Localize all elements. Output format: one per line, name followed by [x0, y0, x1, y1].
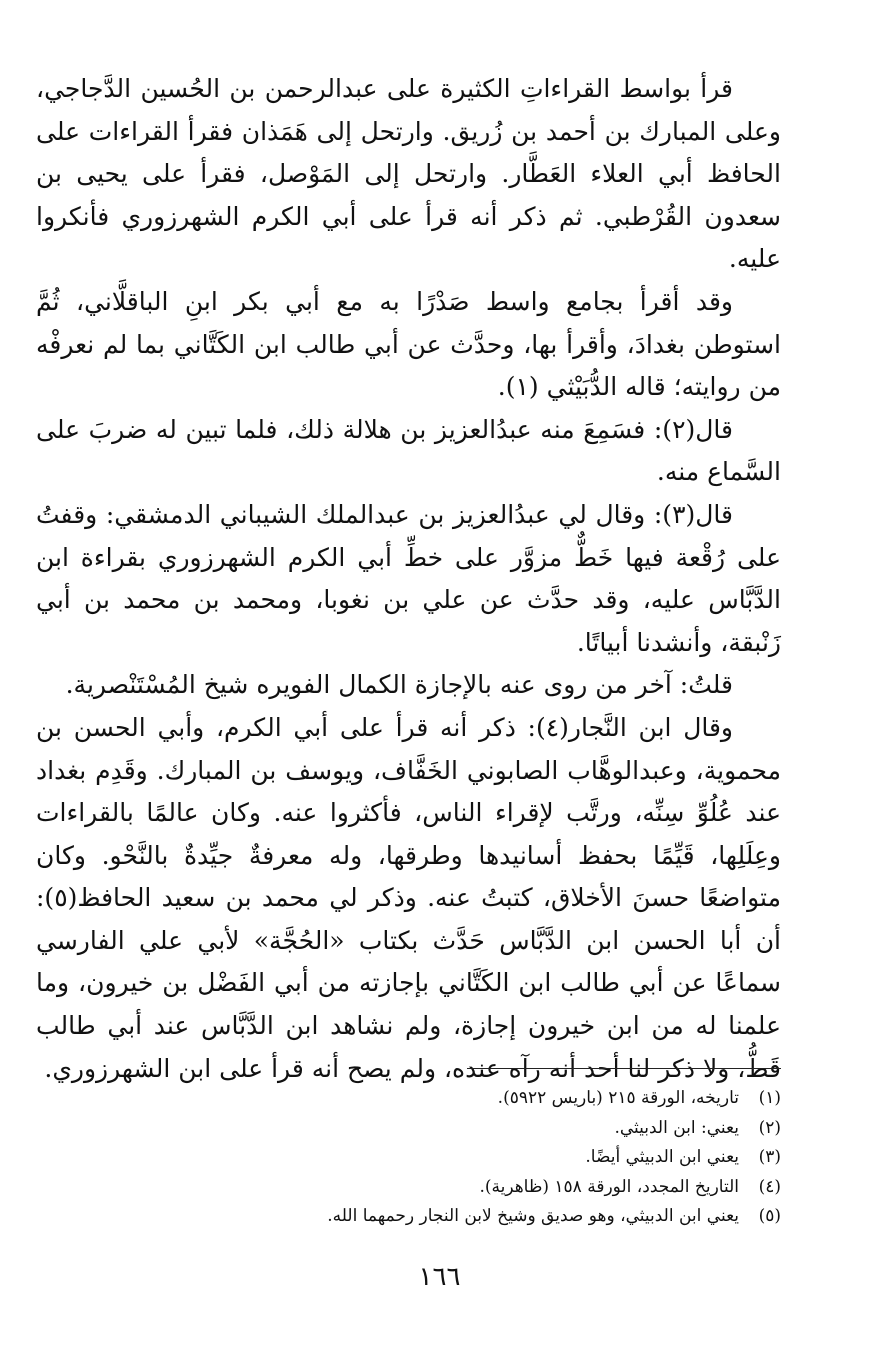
- footnote-2: [91, 1114, 781, 1144]
- footnote-1: [91, 1084, 781, 1114]
- page-number: ١٦٦: [418, 1262, 461, 1292]
- paragraph-2: وقد أقرأ بجامع واسط صَدْرًا به مع أبي بكر ابنِ الباقلَّاني، ثُمَّ استوطن بغدادَ، وأقرأ بها، وحدَّث عن أبي طالب ابن الكَتَّاني بما لم نعرفْه من روايته؛ قاله الدُّبَيْثي (١).: [36, 286, 781, 402]
- footnote-number: (٥): [758, 1206, 781, 1226]
- paragraph-5: قلتُ: آخر من روى عنه بالإجازة الكمال الفويره شيخ المُسْتَنْصرية.: [65, 670, 733, 700]
- footnote-4: [91, 1173, 781, 1203]
- footnote-number: (١): [758, 1088, 781, 1108]
- paragraph-4: قال(٣): وقال لي عبدُالعزيز بن عبدالملك الشيباني الدمشقي: وقفتُ على رُقْعة فيها خَطٌّ مزوَّر على خطِّ أبي الكرم الشهرزوري بقراءة ابن الدَّبَّاس عليه، وقد حدَّث عن علي بن نغوبا، ومحمد بن محمد بن أبي زَنْبقة، وأنشدنا أبياتًا.: [36, 499, 781, 657]
- footnotes: [91, 1084, 781, 1232]
- paragraph-6: وقال ابن النَّجار(٤): ذكر أنه قرأ على أبي الكرم، وأبي الحسن بن محموية، وعبدالوهَّاب الصابوني الخَفَّاف، ويوسف بن المبارك. وقَدِم بغداد عند عُلُوِّ سِنِّه، ورتَّب لإقراء الناس، فأكثروا عنه. وكان عالمًا بالقراءات وعِلَلِها، قَيِّمًا بحفظ أسانيدها وطرقها، وله معرفةٌ جيِّدةٌ بالنَّحْو. وكان متواضعًا حسنَ الأخلاق، كتبتُ عنه. وذكر لي محمد بن سعيد الحافظ(٥): أن أبا الحسن ابن الدَّبَّاس حَدَّث بكتاب «الحُجَّة» لأبي علي الفارسي سماعًا عن أبي طالب ابن الكَتَّاني بإجازته من أبي الفَضْل بن خيرون، وما علمنا له من ابن خيرون إجازة، ولم نشاهد ابن الدَّبَّاس عند أبي طالب قَطُّ، ولا ذكر لنا أحد أنه رآه عنده، ولم يصح أنه قرأ على ابن الشهرزوري.: [36, 712, 781, 1083]
- footnote-text: يعني ابن الدبيثي أيضًا.: [585, 1147, 739, 1167]
- footnote-text: يعني ابن الدبيثي، وهو صديق وشيخ لابن النجار رحمهما الله.: [327, 1206, 739, 1226]
- main-text: [36, 68, 781, 1090]
- footnote-text: يعني: ابن الدبيثي.: [614, 1117, 739, 1138]
- footnote-5: [91, 1202, 781, 1232]
- footnote-divider: [467, 1068, 781, 1069]
- footnote-text: التاريخ المجدد، الورقة ١٥٨ (ظاهرية).: [479, 1176, 739, 1197]
- footnote-number: (٢): [758, 1117, 781, 1138]
- footnote-3: [91, 1143, 781, 1173]
- footnote-text: تاريخه، الورقة ٢١٥ (باريس ٥٩٢٢).: [497, 1088, 739, 1108]
- footnote-number: (٣): [758, 1147, 781, 1167]
- footnote-number: (٤): [758, 1176, 781, 1197]
- paragraph-1: قرأ بواسط القراءاتِ الكثيرة على عبدالرحمن بن الحُسين الدَّجاجي، وعلى المبارك بن أحمد بن زُريق. وارتحل إلى هَمَذان فقرأ القراءات على الحافظ أبي العلاء العَطَّار. وارتحل إلى المَوْصل، فقرأ على يحيى بن سعدون القُرْطبي. ثم ذكر أنه قرأ على أبي الكرم الشهرزوري فأنكروا عليه.: [36, 74, 781, 274]
- paragraph-3: قال(٢): فسَمِعَ منه عبدُالعزيز بن هلالة ذلك، فلما تبين له ضربَ على السَّماع منه.: [36, 414, 781, 487]
